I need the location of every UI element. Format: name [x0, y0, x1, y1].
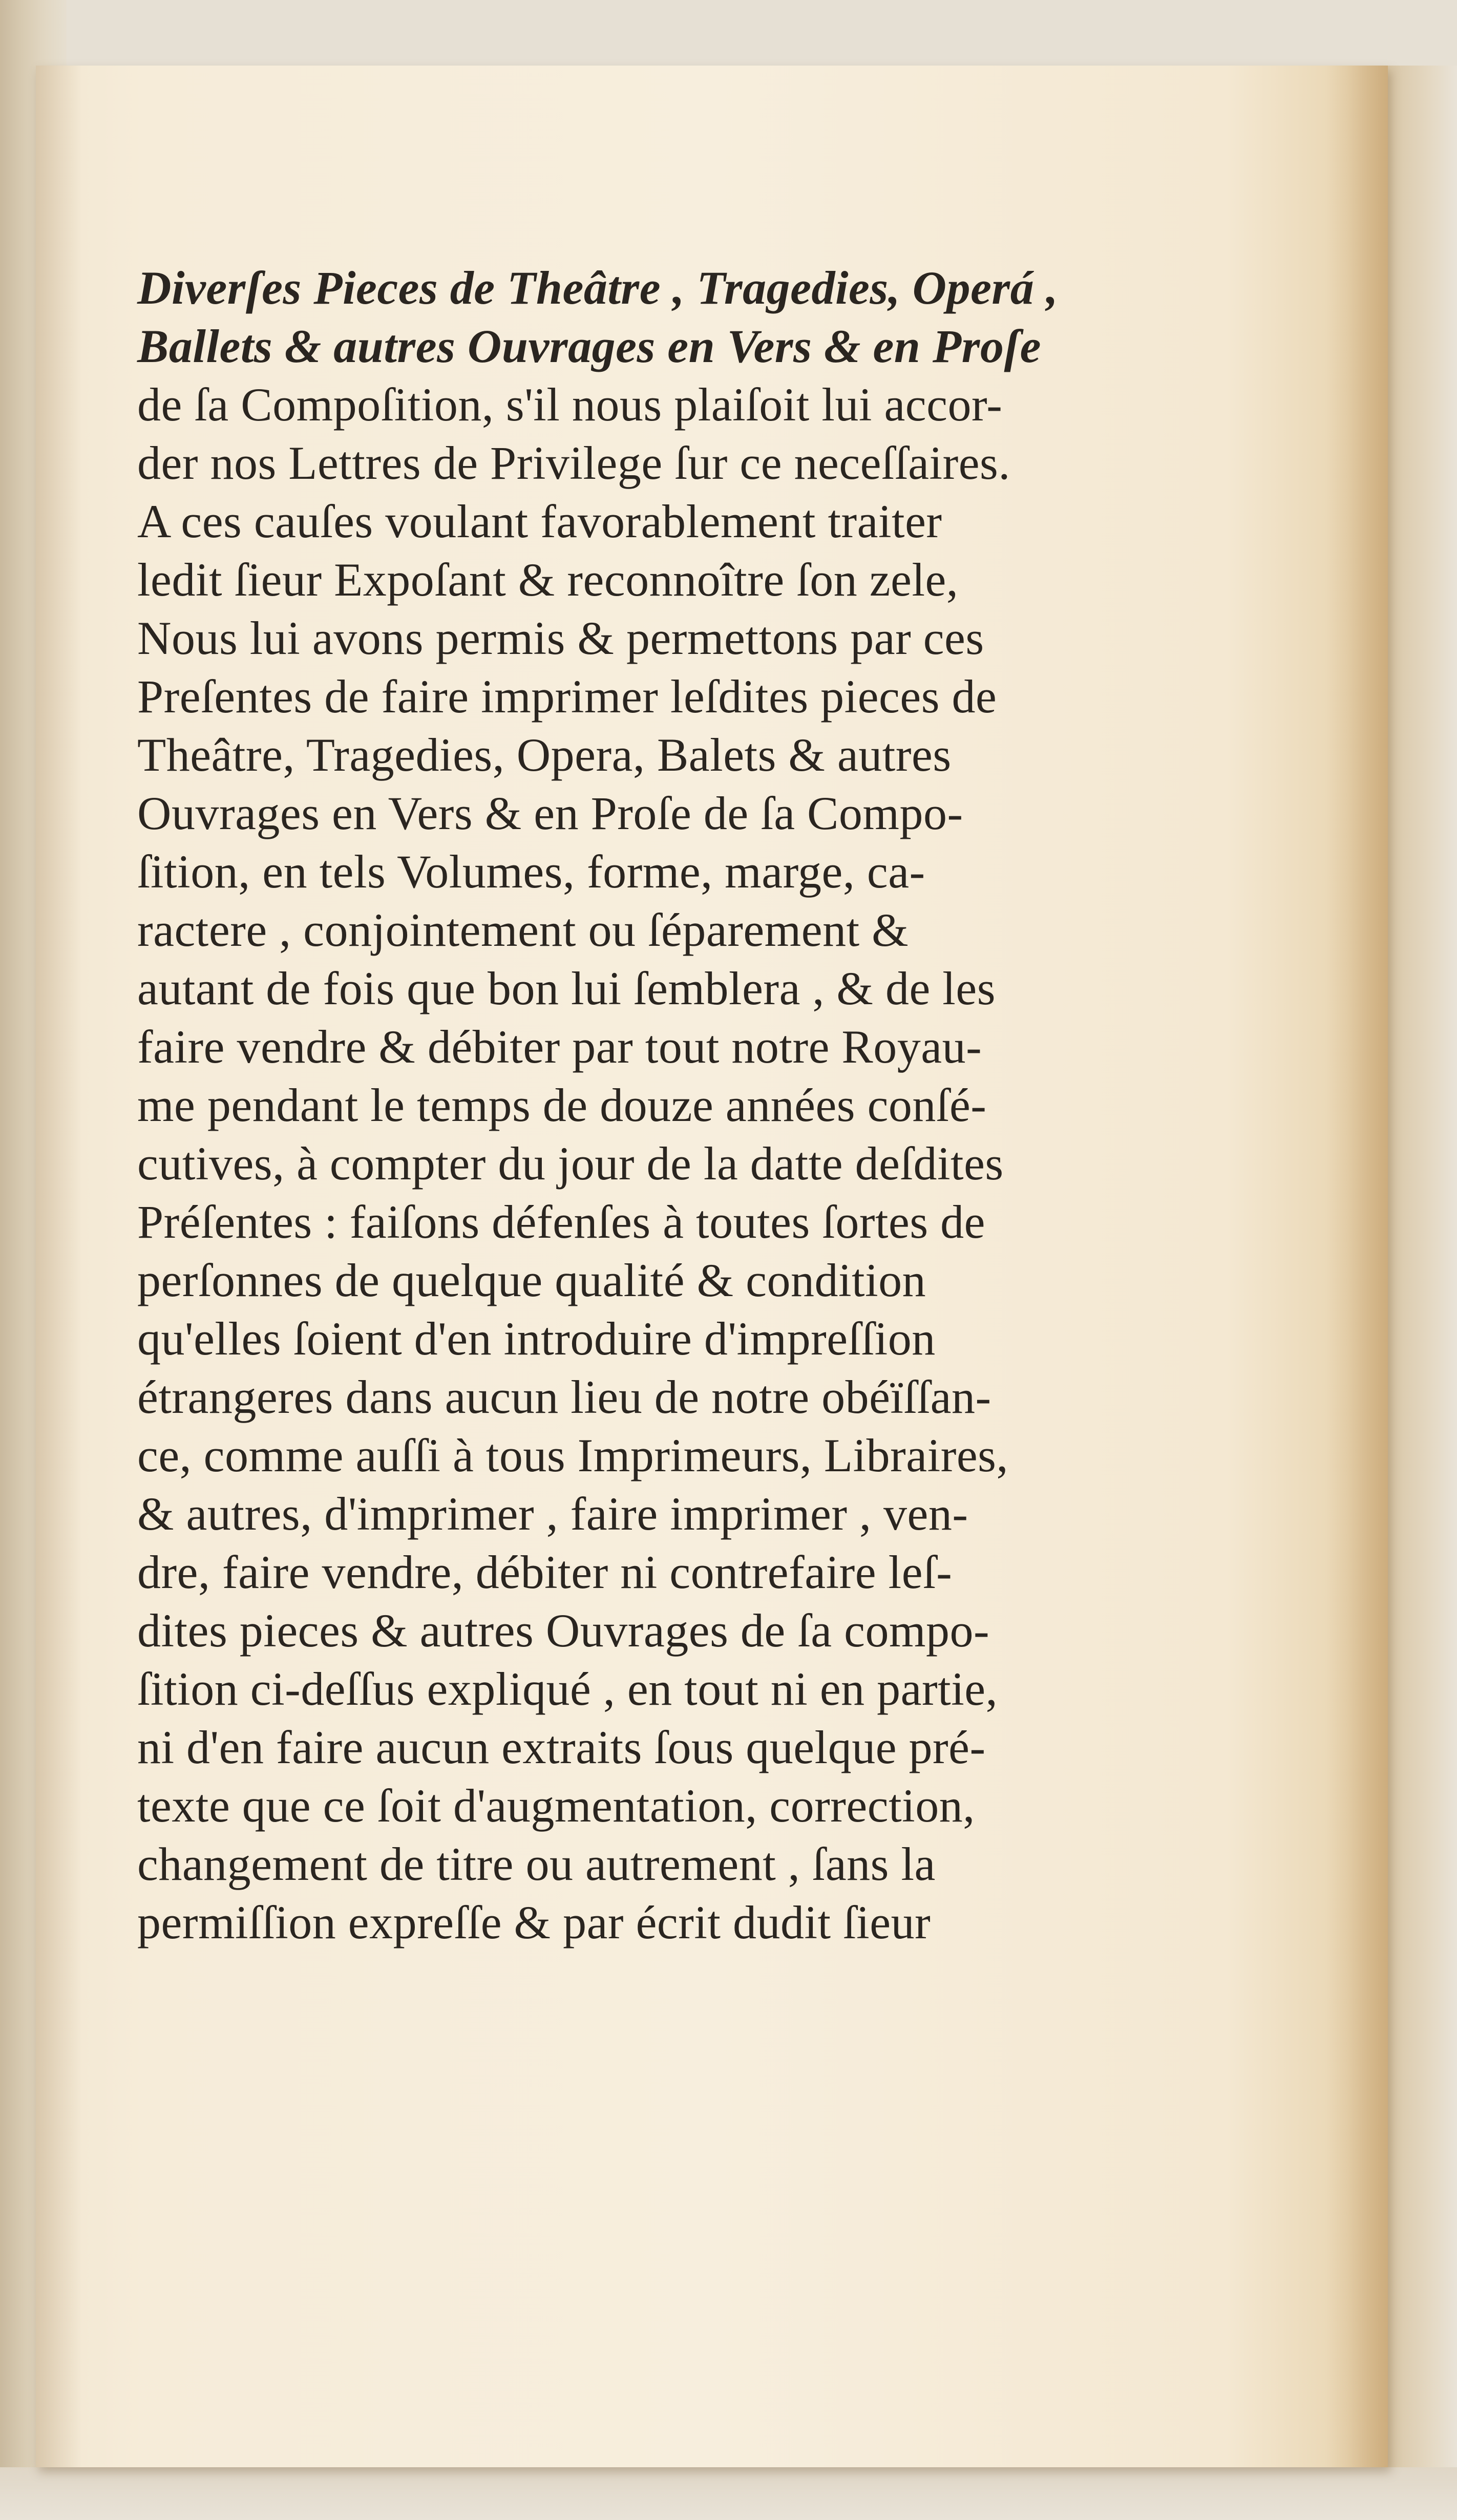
text-line: ledit ſieur Expoſant & reconnoître ſon zele, — [137, 554, 959, 606]
text-line: ce, comme auſſi à tous Imprimeurs, Libraires, — [137, 1429, 1008, 1481]
text-line: cutives, à compter du jour de la datte deſdites — [137, 1137, 1004, 1190]
text-line: Ouvrages en Vers & en Proſe de ſa Compo- — [137, 787, 963, 839]
text-line: Preſentes de faire imprimer leſdites pieces de — [137, 670, 997, 723]
text-line: me pendant le temps de douze années conſé- — [137, 1079, 987, 1131]
text-line: & autres, d'imprimer , faire imprimer , ven- — [137, 1488, 968, 1540]
text-line: changement de titre ou autrement , ſans la — [137, 1838, 936, 1890]
privilege-text — [137, 259, 1131, 1952]
text-line: Préſentes : faiſons défenſes à toutes ſortes de — [137, 1196, 986, 1248]
text-line: ni d'en faire aucun extraits ſous quelque pré- — [137, 1721, 986, 1773]
text-line: permiſſion expreſſe & par écrit dudit ſieur — [137, 1896, 931, 1949]
text-line: ractere , conjointement ou ſéparement & — [137, 904, 909, 956]
text-line: A ces cauſes voulant favorablement traiter — [137, 495, 942, 547]
right-page-edge — [1388, 66, 1457, 2467]
text-line: der nos Lettres de Privilege ſur ce neceſſaires. — [137, 437, 1010, 489]
text-line: autant de fois que bon lui ſemblera , & de les — [137, 962, 996, 1014]
text-line: étrangeres dans aucun lieu de notre obéïſſan- — [137, 1371, 991, 1423]
text-line: Theâtre, Tragedies, Opera, Balets & autres — [137, 729, 952, 781]
text-line: Ballets & autres Ouvrages en Vers & en Proſe — [137, 320, 1041, 372]
text-line: faire vendre & débiter par tout notre Royau- — [137, 1021, 982, 1073]
text-line: ſition ci-deſſus expliqué , en tout ni en partie, — [137, 1663, 998, 1715]
text-line: dre, faire vendre, débiter ni contrefaire leſ- — [137, 1546, 953, 1598]
text-line: de ſa Compoſition, s'il nous plaiſoit lui accor- — [137, 378, 1003, 431]
text-line: dites pieces & autres Ouvrages de ſa compo- — [137, 1604, 990, 1657]
text-line: Diverſes Pieces de Theâtre , Tragedies, Operá , — [137, 262, 1059, 314]
text-line: texte que ce ſoit d'augmentation, correction, — [137, 1780, 975, 1832]
text-line: qu'elles ſoient d'en introduire d'impreſſion — [137, 1312, 936, 1365]
text-line: ſition, en tels Volumes, forme, marge, ca- — [137, 845, 925, 898]
text-line: perſonnes de quelque qualité & condition — [137, 1254, 926, 1306]
bottom-page-edge — [0, 2467, 1457, 2520]
text-line: Nous lui avons permis & permettons par ces — [137, 612, 984, 664]
